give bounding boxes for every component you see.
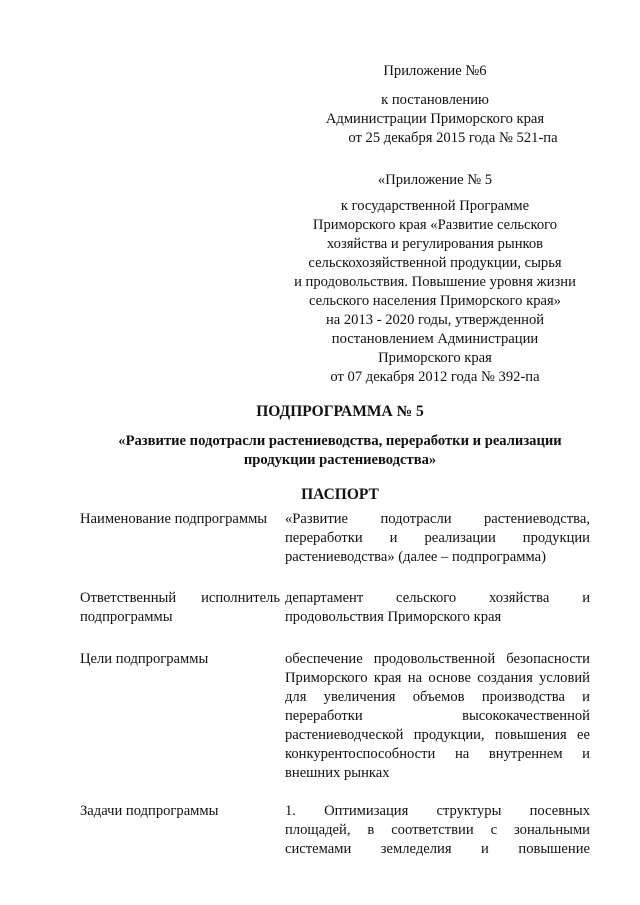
appendix-6-line: Администрации Приморского края [325,111,545,127]
appendix-6-header [270,62,600,148]
appendix-6-line: от 25 декабря 2015 года № 521-па [348,130,558,146]
value-line: обеспечение продовольственной безопасности [285,651,590,667]
subprogram-name [60,432,620,470]
value-line: Приморского края на основе создания условий [285,670,590,686]
appendix-5-line [270,190,600,197]
passport-row-value [285,650,590,783]
passport-row-label [80,802,280,821]
appendix-5-line: хозяйства и регулирования рынков [326,236,544,252]
value-line: внешних рынках [285,765,390,781]
appendix-5-line: к государственной Программе [340,198,530,214]
label-line: Цели подпрограммы [80,651,209,667]
value-line: переработки и реализации продукции [285,530,590,546]
appendix-5-header [270,171,600,387]
value-line: переработки высококачественной [285,708,590,724]
passport-row-label [80,510,280,529]
value-line: «Развитие подотрасли растениеводства, [285,511,590,527]
label-line: Ответственный исполнитель [80,590,280,606]
value-line: системами земледелия и повышение [285,841,590,857]
passport-row-value [285,510,590,567]
value-line: департамент сельского хозяйства и [285,590,590,606]
subprogram-name-line: «Развитие подотрасли растениеводства, переработки и реализации [118,433,562,449]
appendix-5-line: «Приложение № 5 [377,172,493,188]
value-line: продовольствия Приморского края [285,609,502,625]
appendix-5-line: Приморского края «Развитие сельского [312,217,558,233]
value-line: растениеводства» (далее – подпрограмма) [285,549,546,565]
value-line: площадей, в соответствии с зональными [285,822,590,838]
passport-title: ПАСПОРТ [301,486,379,503]
passport-row-label [80,589,280,627]
appendix-5-line: сельского населения Приморского края» [309,293,561,309]
subprogram-title: ПОДПРОГРАММА № 5 [256,403,424,420]
value-line: для увеличения объемов производства и [285,689,590,705]
label-line: подпрограммы [80,609,173,625]
passport-row-label [80,650,280,669]
appendix-6-line: к постановлению [381,92,489,108]
label-line: Наименование подпрограммы [80,511,268,527]
passport-row-value [285,802,590,859]
appendix-5-line: от 07 декабря 2012 года № 392-па [330,369,540,385]
value-line: растениеводческой продукции, повышения ее [285,727,590,743]
appendix-5-line: на 2013 - 2020 годы, утвержденной [325,312,545,328]
appendix-5-line: Приморского края [378,350,492,366]
value-line: 1. Оптимизация структуры посевных [285,803,590,819]
passport-row-value [285,589,590,627]
appendix-5-line: и продовольствия. Повышение уровня жизни [294,274,576,290]
appendix-5-line: сельскохозяйственной продукции, сырья [308,255,562,271]
subprogram-name-line: продукции растениеводства» [243,452,437,468]
appendix-5-line: постановлением Администрации [331,331,539,347]
label-line: Задачи подпрограммы [80,803,219,819]
appendix-6-line: Приложение №6 [383,63,487,79]
value-line: конкурентоспособности на внутреннем и [285,746,590,762]
